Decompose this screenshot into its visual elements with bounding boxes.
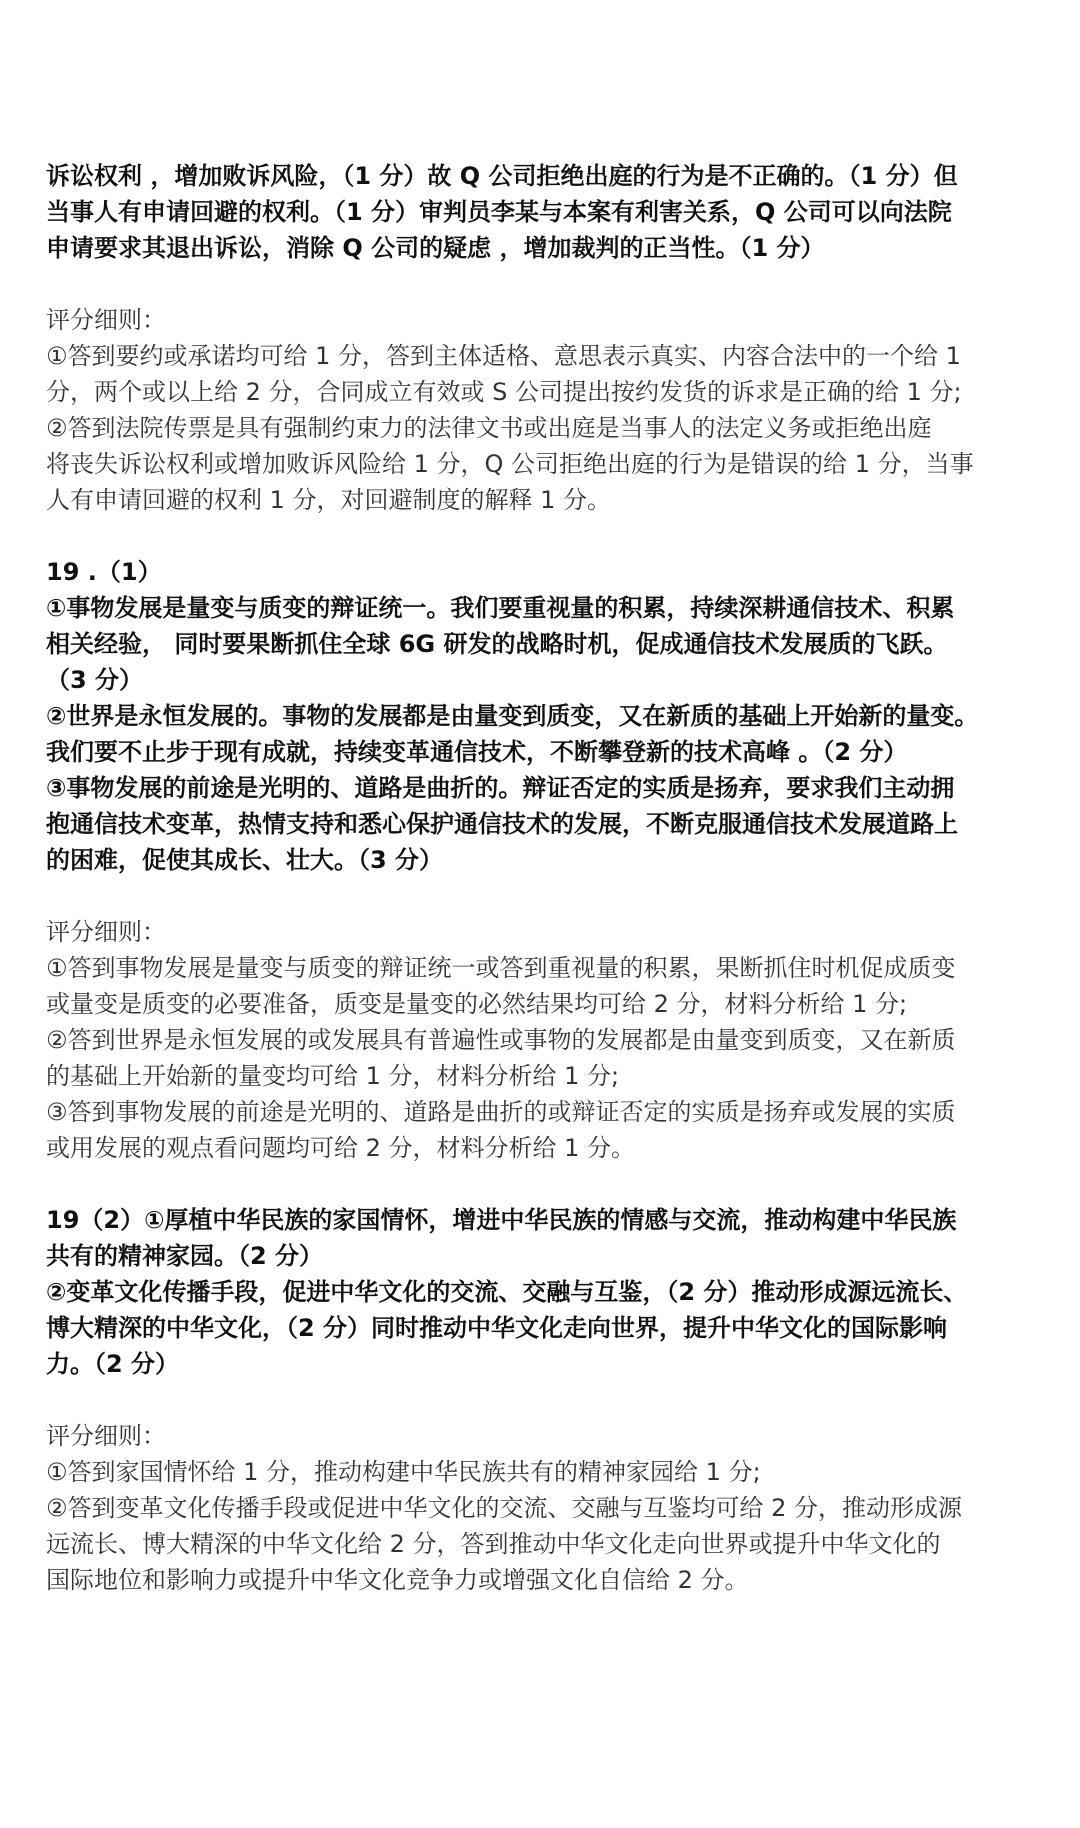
rubric-heading: 评分细则：: [46, 306, 166, 334]
text-line: 我们要不止步于现有成就，持续变革通信技术，不断攀登新的技术高峰 。（2 分）: [46, 738, 908, 766]
text-line: 的困难，促使其成长、壮大。（3 分）: [46, 846, 444, 874]
text-line: 当事人有申请回避的权利。（1 分）审判员李某与本案有利害关系，Q 公司可以向法院: [46, 198, 952, 226]
rubric-heading: 评分细则：: [46, 1422, 166, 1450]
text-line: 19（2）①厚植中华民族的家国情怀，增进中华民族的情感与交流，推动构建中华民族: [46, 1206, 957, 1234]
text-line: 或用发展的观点看问题均可给 2 分，材料分析给 1 分。: [46, 1134, 636, 1162]
text-line: ③答到事物发展的前途是光明的、道路是曲折的或辩证否定的实质是扬弃或发展的实质: [46, 1098, 956, 1126]
q19-1-rubric-block: [46, 914, 1036, 1166]
text-line: ①答到事物发展是量变与质变的辩证统一或答到重视量的积累，果断抓住时机促成质变: [46, 954, 956, 982]
text-line: ①答到要约或承诺均可给 1 分，答到主体适格、意思表示真实、内容合法中的一个给 1: [46, 342, 961, 370]
q19-2-rubric-block: [46, 1418, 1036, 1598]
text-line: ②答到世界是永恒发展的或发展具有普遍性或事物的发展都是由量变到质变，又在新质: [46, 1026, 956, 1054]
text-line: 抱通信技术变革，热情支持和悉心保护通信技术的发展，不断克服通信技术发展道路上: [46, 810, 958, 838]
text-line: 诉讼权利 ，增加败诉风险，（1 分）故 Q 公司拒绝出庭的行为是不正确的。（1 分）但: [46, 162, 958, 190]
text-line: 申请要求其退出诉讼，消除 Q 公司的疑虑 ，增加裁判的正当性。（1 分）: [46, 234, 825, 262]
text-line: 国际地位和影响力或提升中华文化竞争力或增强文化自信给 2 分。: [46, 1566, 749, 1594]
text-line: 或量变是质变的必要准备，质变是量变的必然结果均可给 2 分，材料分析给 1 分;: [46, 990, 908, 1018]
q19-1-answer-block: [46, 554, 1036, 878]
text-line: ①答到家国情怀给 1 分，推动构建中华民族共有的精神家园给 1 分;: [46, 1458, 761, 1486]
text-line: ②世界是永恒发展的。事物的发展都是由量变到质变，又在新质的基础上开始新的量变。: [46, 702, 979, 730]
spacer: [46, 1382, 1036, 1418]
spacer: [46, 878, 1036, 914]
spacer: [46, 266, 1036, 302]
text-line: 远流长、博大精深的中华文化给 2 分，答到推动中华文化走向世界或提升中华文化的: [46, 1530, 941, 1558]
q18-rubric-block: [46, 302, 1036, 518]
text-line: 将丧失诉讼权利或增加败诉风险给 1 分，Q 公司拒绝出庭的行为是错误的给 1 分，当事: [46, 450, 974, 478]
text-line: （3 分）: [46, 666, 144, 694]
text-line: 的基础上开始新的量变均可给 1 分，材料分析给 1 分;: [46, 1062, 620, 1090]
text-line: ①事物发展是量变与质变的辩证统一。我们要重视量的积累，持续深耕通信技术、积累: [46, 594, 955, 622]
text-line: ③事物发展的前途是光明的、道路是曲折的。辩证否定的实质是扬弃，要求我们主动拥: [46, 774, 955, 802]
question-number: 19 .（1）: [46, 558, 162, 586]
text-line: ②答到法院传票是具有强制约束力的法律文书或出庭是当事人的法定义务或拒绝出庭: [46, 414, 932, 442]
text-line: 相关经验， 同时要果断抓住全球 6G 研发的战略时机，促成通信技术发展质的飞跃。: [46, 630, 948, 658]
document-page: [46, 158, 1036, 1598]
text-line: 博大精深的中华文化，（2 分）同时推动中华文化走向世界，提升中华文化的国际影响: [46, 1314, 948, 1342]
q19-2-answer-block: [46, 1202, 1036, 1382]
text-line: ②答到变革文化传播手段或促进中华文化的交流、交融与互鉴均可给 2 分，推动形成源: [46, 1494, 963, 1522]
q18-answer-block: [46, 158, 1036, 266]
spacer: [46, 518, 1036, 554]
text-line: 力。（2 分）: [46, 1350, 180, 1378]
text-line: ②变革文化传播手段，促进中华文化的交流、交融与互鉴，（2 分）推动形成源远流长、: [46, 1278, 968, 1306]
text-line: 共有的精神家园。（2 分）: [46, 1242, 324, 1270]
rubric-heading: 评分细则：: [46, 918, 166, 946]
text-line: 分，两个或以上给 2 分，合同成立有效或 S 公司提出按约发货的诉求是正确的给 1 分;: [46, 378, 962, 406]
spacer: [46, 1166, 1036, 1202]
text-line: 人有申请回避的权利 1 分，对回避制度的解释 1 分。: [46, 486, 612, 514]
